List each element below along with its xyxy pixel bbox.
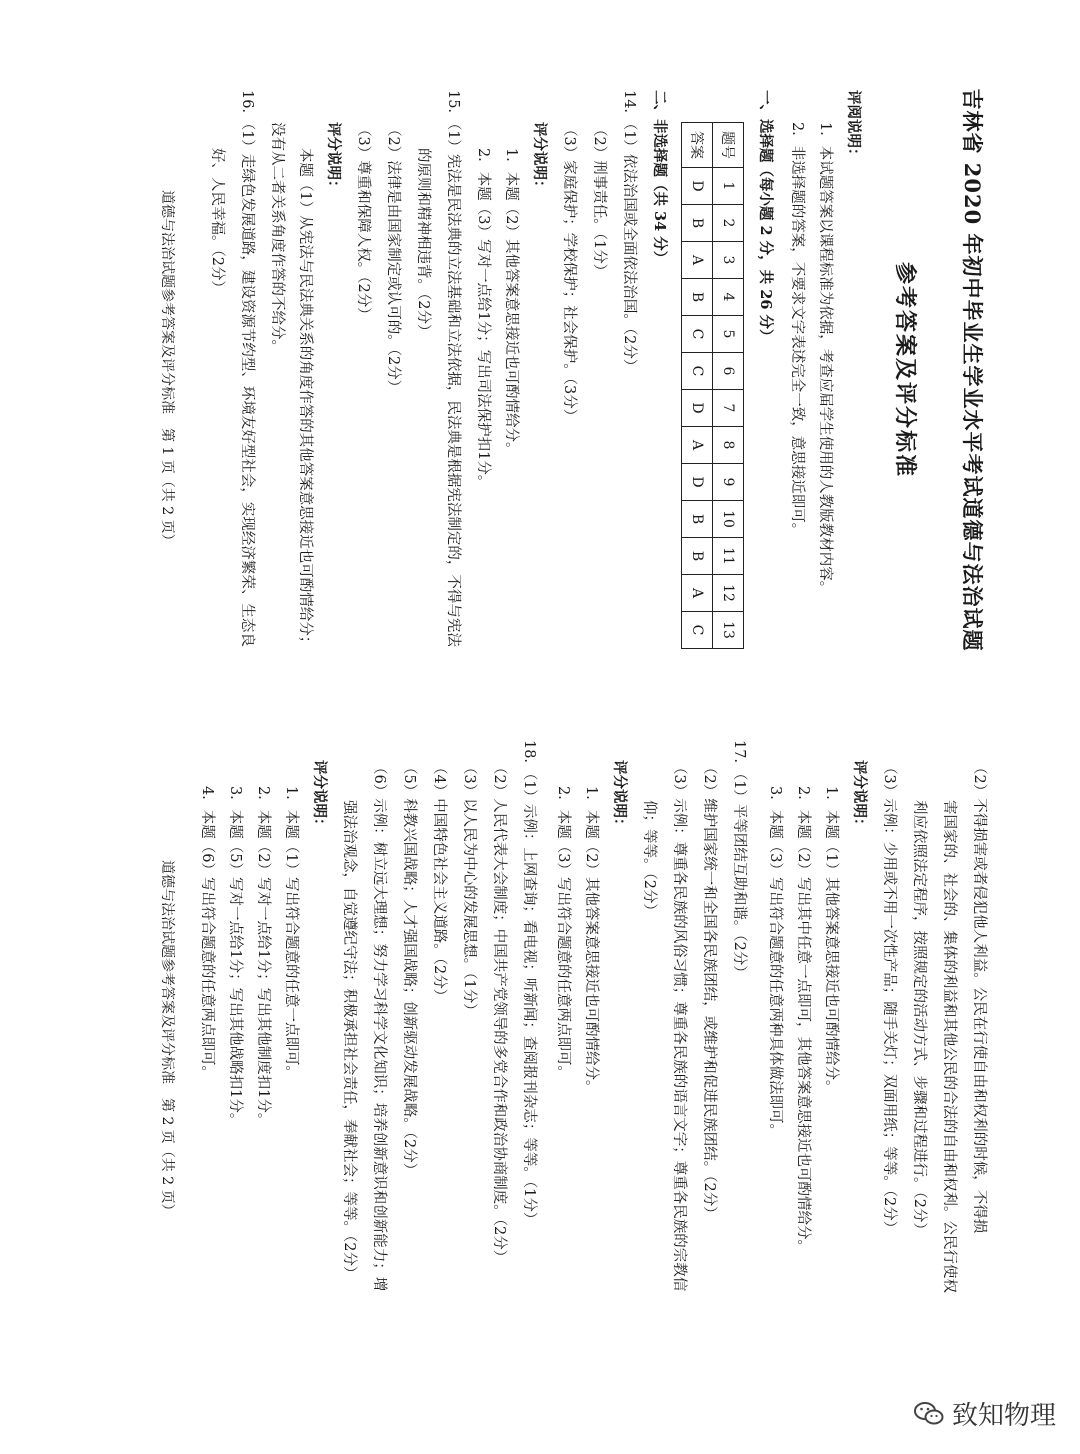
answer-cell: B bbox=[682, 205, 713, 242]
q16-cont-line: 利应依照法定程序，按照规定的活动方式、步骤和过程进行。（2分） bbox=[911, 800, 927, 1237]
answer-cell: D bbox=[682, 390, 713, 427]
q18-line: （5）科教兴国战略；人才强国战略；创新驱动发展战略。（2分） bbox=[401, 760, 417, 1178]
question-number: 9 bbox=[713, 464, 744, 501]
q18-scoring-heading: 评分说明： bbox=[311, 760, 328, 833]
answer-cell: D bbox=[682, 168, 713, 205]
q15-line: （2）法律是由国家制定或认可的。（2分） bbox=[385, 122, 401, 395]
question-number: 1 bbox=[713, 168, 744, 205]
question-number: 11 bbox=[713, 538, 744, 575]
q17-line: 1．本题（2）其他答案意思接近也可酌情给分。 bbox=[583, 786, 599, 1095]
q16-cont-line: 1．本题（1）其他答案意思接近也可酌情给分。 bbox=[823, 786, 839, 1095]
question-number: 12 bbox=[713, 575, 744, 612]
q16-line: 好、人民幸福。（2分） bbox=[209, 148, 225, 295]
answer-cell: B bbox=[682, 538, 713, 575]
question-number: 10 bbox=[713, 501, 744, 538]
q15-line: 15．（1）宪法是民法典的立法基础和立法依据，民法典是根据宪法制定的，不得与宪法 bbox=[445, 90, 461, 647]
q17-line: （3）示例：尊重各民族的风俗习惯；尊重各民族的语言文字；尊重各民族的宗教信 bbox=[671, 760, 687, 1292]
q14-line: 2．本题（3）写对一点给1分；写出司法保护扣1分。 bbox=[475, 148, 491, 490]
q18-line: 2．本题（2）写对一点给1分；写出其他制度扣1分。 bbox=[255, 786, 271, 1128]
answer-page-2 bbox=[0, 740, 1080, 1440]
q18-line: （4）中国特色社会主义道路。（2分） bbox=[431, 760, 447, 1004]
q15-line: （3）尊重和保障人权。（2分） bbox=[355, 122, 371, 322]
table-header-cell: 题号 bbox=[713, 123, 744, 168]
answer-table bbox=[681, 122, 744, 649]
answer-table-number-row bbox=[713, 123, 744, 649]
answer-table-answer-row bbox=[682, 123, 713, 649]
watermark-text: 致知物理 bbox=[951, 1401, 1056, 1431]
q18-line: （2）人民代表大会制度；中国共产党领导的多党合作和政治协商制度。（2分） bbox=[491, 760, 507, 1265]
section-nonchoice-heading: 二、非选择题（共 34 分） bbox=[651, 90, 668, 266]
answer-cell: C bbox=[682, 353, 713, 390]
q15-scoring-heading: 评分说明： bbox=[325, 122, 342, 195]
review-heading: 评阅说明： bbox=[845, 90, 862, 163]
answer-cell: B bbox=[682, 279, 713, 316]
q18-line: （3）以人民为中心的发展思想。（1分） bbox=[461, 760, 477, 1018]
table-header-cell: 答案 bbox=[682, 123, 713, 168]
answer-cell: D bbox=[682, 464, 713, 501]
q17-line: 2．本题（3）写出符合题意的任意两点即可。 bbox=[555, 786, 571, 1080]
q18-line: 3．本题（5）写对一点给1分；写出其他战略扣1分。 bbox=[227, 786, 243, 1128]
review-note: 1．本试题答案以课程标准为依据，考查应届学生使用的人教版教材内容。 bbox=[817, 122, 833, 596]
q16-cont-line: 2．本题（2）写出其中任意一点即可，其他答案意思接近也可酌情给分。 bbox=[795, 786, 811, 1254]
q16-cont-line: 害国家的、社会的、集体的利益和其他公民的合法的自由和权利。公民行使权 bbox=[941, 800, 957, 1293]
question-number: 3 bbox=[713, 242, 744, 279]
q18-line: 强法治观念，自觉遵纪守法；积极承担社会责任，奉献社会；等等。（2分） bbox=[341, 800, 357, 1281]
question-number: 7 bbox=[713, 390, 744, 427]
q17-scoring-heading: 评分说明： bbox=[611, 760, 628, 833]
q18-line: 4．本题（6）写出符合题意的任意两点即可。 bbox=[199, 786, 215, 1080]
page-2-footer: 道德与法治试题参考答案及评分标准 第 2 页（共 2 页） bbox=[159, 860, 175, 1218]
q17-line: （2）维护国家统一和全国各民族团结，或维护和促进民族团结。（2分） bbox=[701, 760, 717, 1221]
question-number: 8 bbox=[713, 427, 744, 464]
q16-cont-line: 3．本题（3）写出符合题意的任意两种具体做法即可。 bbox=[767, 786, 783, 1138]
question-number: 4 bbox=[713, 279, 744, 316]
exam-title: 吉林省 2020 年初中毕业生学业水平考试道德与法治试题 bbox=[960, 88, 985, 652]
answer-cell: A bbox=[682, 575, 713, 612]
answer-cell: A bbox=[682, 427, 713, 464]
answer-cell: C bbox=[682, 612, 713, 649]
q14-line: （2）刑事责任。（1分） bbox=[591, 122, 607, 279]
q17-line: 17．（1）平等团结互助和谐。（2分） bbox=[731, 740, 747, 980]
q16-cont-line: （2）不得损害或者侵犯他人利益。公民在行使自由和权利的时候，不得损 bbox=[971, 760, 987, 1234]
question-number: 5 bbox=[713, 316, 744, 353]
question-number: 6 bbox=[713, 353, 744, 390]
question-number: 13 bbox=[713, 612, 744, 649]
q16-cont-line: （3）示例：少用或不用一次性产品；随手关灯；双面用纸；等等。（2分） bbox=[881, 760, 897, 1236]
q16-scoring-heading: 评分说明： bbox=[851, 760, 868, 833]
q16-line: 16．（1）走绿色发展道路，建设资源节约型、环境友好型社会，实现经济繁荣、生态良 bbox=[239, 90, 255, 647]
q15-line: 没有从二者关系角度作答的不给分。 bbox=[269, 122, 285, 354]
q18-line: （6）示例：树立远大理想；努力学习科学文化知识；培养创新意识和创新能力；增 bbox=[371, 760, 387, 1292]
q17-line: 仰；等等。（2分） bbox=[641, 800, 657, 918]
answer-page-1 bbox=[0, 30, 1080, 730]
answer-cell: A bbox=[682, 242, 713, 279]
q14-line: （3）家庭保护；学校保护；社会保护。（3分） bbox=[561, 122, 577, 424]
q18-line: 1．本题（1）写出符合题意的任意一点即可。 bbox=[283, 786, 299, 1080]
q14-scoring-heading: 评分说明： bbox=[531, 122, 548, 195]
answer-cell: B bbox=[682, 501, 713, 538]
q14-line: 1．本题（2）其他答案意思接近也可酌情给分。 bbox=[503, 148, 519, 457]
q14-line: 14．（1）依法治国或全面依法治国。（2分） bbox=[621, 90, 637, 374]
review-note: 2．非选择题的答案，不要求文字表述完全一致，意思接近即可。 bbox=[789, 122, 805, 538]
page-1-footer: 道德与法治试题参考答案及评分标准 第 1 页（共 2 页） bbox=[159, 190, 175, 548]
q18-line: 18．（1）示例：上网查询；看电视；听新闻；查阅报刊杂志；等等。（1分） bbox=[521, 740, 537, 1227]
watermark bbox=[914, 1395, 1056, 1432]
q15-line: 的原则和精神相违背。（2分） bbox=[415, 148, 431, 339]
section-choice-heading: 一、选择题（每小题 2 分，共 26 分） bbox=[757, 90, 774, 344]
q15-line: 本题（1）从宪法与民法典关系的角度作答的其他答案意思接近也可酌情给分； bbox=[297, 148, 313, 651]
wechat-icon bbox=[914, 1401, 944, 1427]
answer-cell: C bbox=[682, 316, 713, 353]
question-number: 2 bbox=[713, 205, 744, 242]
exam-subtitle: 参考答案及评分标准 bbox=[892, 261, 918, 478]
